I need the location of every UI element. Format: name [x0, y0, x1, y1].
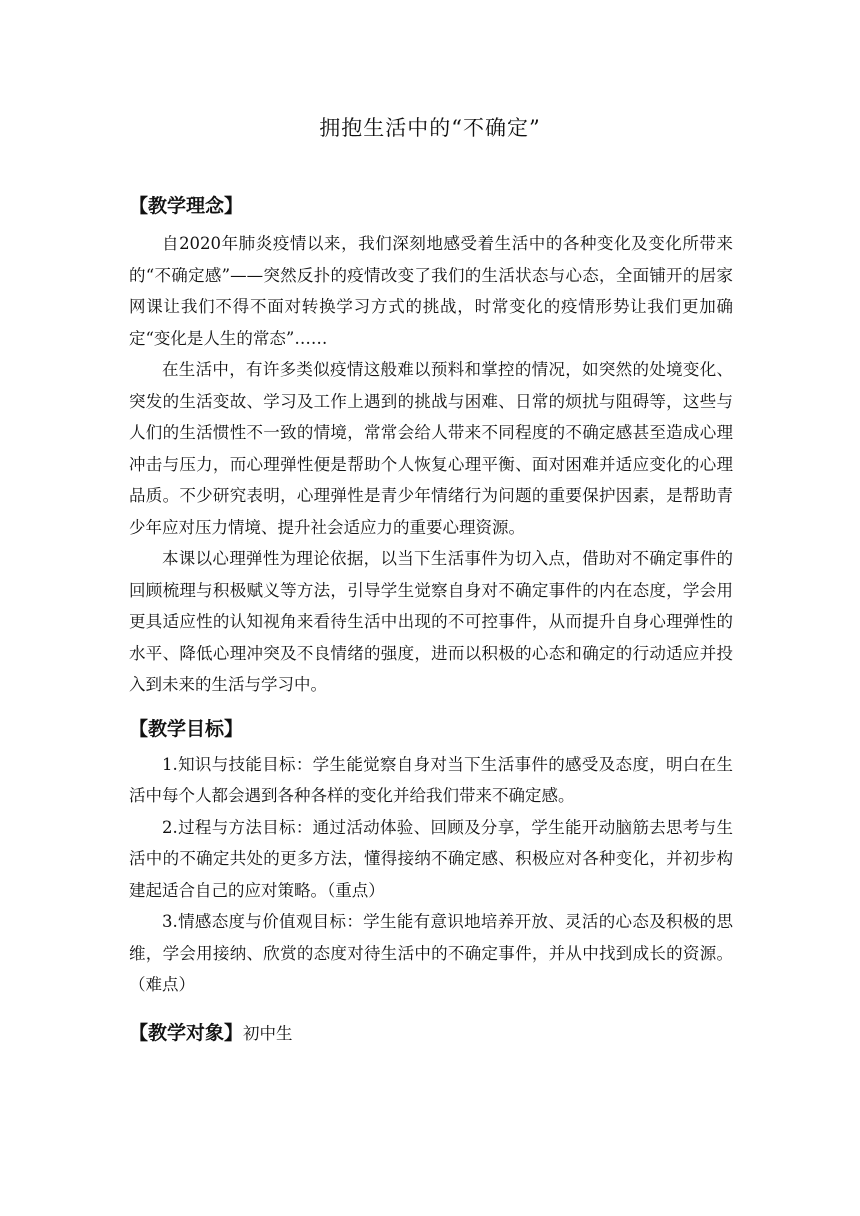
section-heading-label: 【教学对象】 [129, 1021, 244, 1044]
section-teaching-audience [129, 1017, 733, 1049]
section-teaching-philosophy [129, 190, 733, 701]
goal-item: 2.过程与方法目标：通过活动体验、回顾及分享，学生能开动脑筋去思考与生活中的不确定共处的更多方法，懂得接纳不确定感、积极应对各种变化，并初步构建起适合自己的应对策略。（重点） [129, 817, 733, 900]
audience-value: 初中生 [243, 1023, 293, 1043]
goal-item: 1.知识与技能目标：学生能觉察自身对当下生活事件的感受及态度，明白在生活中每个人都会遇到各种各样的变化并给我们带来不确定感。 [129, 754, 733, 805]
section-heading: 【教学理念】 [129, 195, 244, 217]
paragraph: 本课以心理弹性为理论依据，以当下生活事件为切入点，借助对不确定事件的回顾梳理与积极赋义等方法，引导学生觉察自身对不确定事件的内在态度，学会用更具适应性的认知视角来看待生活中出现的不可控事件，从而提升自身心理弹性的水平、降低心理冲突及不良情绪的强度，进而以积极的心态和确定的行动适应并投入到未来的生活与学习中。 [129, 549, 733, 694]
document-title: 拥抱生活中的“不确定” [319, 116, 541, 140]
paragraph: 自2020年肺炎疫情以来，我们深刻地感受着生活中的各种变化及变化所带来的“不确定感”——突然反扑的疫情改变了我们的生活状态与心态，全面铺开的居家网课让我们不得不面对转换学习方式的挑战，时常变化的疫情形势让我们更加确定“变化是人生的常态”…… [129, 234, 733, 348]
section-heading: 【教学目标】 [129, 717, 244, 740]
document-body [129, 190, 733, 1049]
section-heading [129, 1017, 733, 1049]
paragraph: 在生活中，有许多类似疫情这般难以预料和掌控的情况，如突然的处境变化、突发的生活变故、学习及工作上遇到的挑战与困难、日常的烦扰与阻碍等，这些与人们的生活惯性不一致的情境，常常会给人带来不同程度的不确定感甚至造成心理冲击与压力，而心理弹性便是帮助个人恢复心理平衡、面对困难并适应变化的心理品质。不少研究表明，心理弹性是青少年情绪行为问题的重要保护因素，是帮助青少年应对压力情境、提升社会适应力的重要心理资源。 [129, 360, 733, 537]
section-teaching-goals [129, 713, 733, 1001]
goal-item: 3.情感态度与价值观目标：学生能有意识地培养开放、灵活的心态及积极的思维，学会用接纳、欣赏的态度对待生活中的不确定事件，并从中找到成长的资源。（难点） [129, 912, 733, 994]
